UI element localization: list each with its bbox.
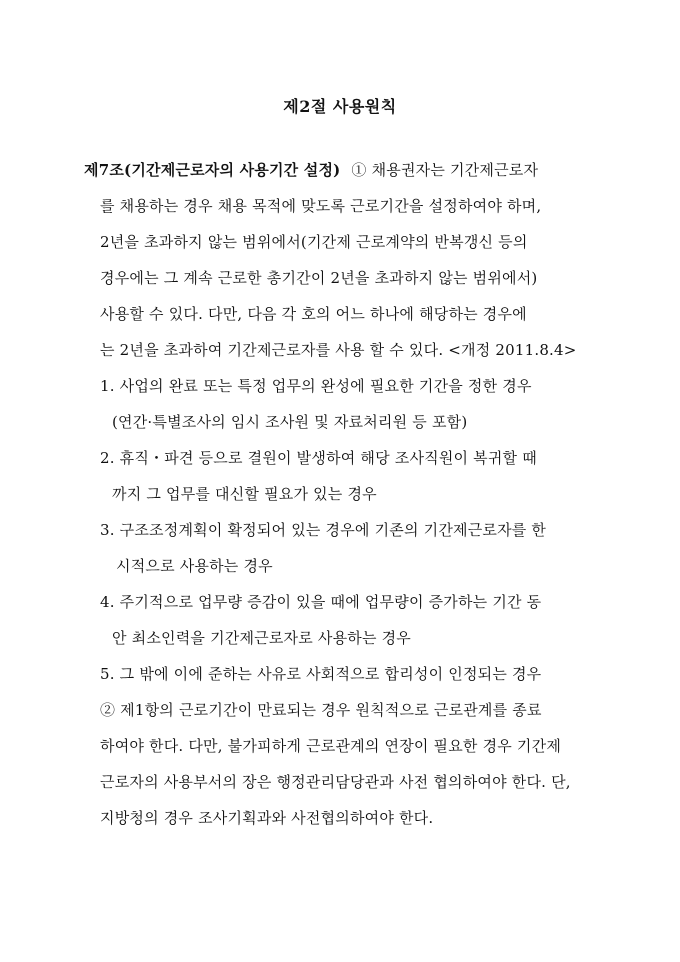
paragraph-2-line: ② 제1항의 근로기간이 만료되는 경우 원칙적으로 근로관계를 종료 [100,701,542,719]
list-item-4-continued: 안 최소인력을 기간제근로자로 사용하는 경우 [112,629,411,647]
paragraph-2-line: 지방청의 경우 조사기획과와 사전협의하여야 한다. [100,809,434,827]
paragraph-line: 사용할 수 있다. 다만, 다음 각 호의 어느 하나에 해당하는 경우에 [100,305,527,323]
list-item-4: 4. 주기적으로 업무량 증감이 있을 때에 업무량이 증가하는 기간 동 [100,593,542,611]
paragraph-2-line: 근로자의 사용부서의 장은 행정관리담당관과 사전 협의하여야 한다. 단, [100,773,571,791]
list-item-1: 1. 사업의 완료 또는 특정 업무의 완성에 필요한 기간을 정한 경우 [100,377,532,395]
paragraph-line: ① 채용권자는 기간제근로자 [351,161,539,179]
article-heading: 제7조(기간제근로자의 사용기간 설정) [84,161,341,179]
section-title: 제2절 사용원칙 [283,97,397,116]
list-item-1-continued: (연간·특별조사의 임시 조사원 및 자료처리원 등 포함) [112,413,468,431]
paragraph-line: 2년을 초과하지 않는 범위에서(기간제 근로계약의 반복갱신 등의 [100,233,528,251]
paragraph-2-line: 하여야 한다. 다만, 불가피하게 근로관계의 연장이 필요한 경우 기간제 [100,737,562,755]
list-item-2: 2. 휴직・파견 등으로 결원이 발생하여 해당 조사직원이 복귀할 때 [100,449,537,467]
paragraph-line: 를 채용하는 경우 채용 목적에 맞도록 근로기간을 설정하여야 하며, [100,197,542,215]
list-item-2-continued: 까지 그 업무를 대신할 필요가 있는 경우 [112,485,377,503]
paragraph-line: 는 2년을 초과하여 기간제근로자를 사용 할 수 있다. <개정 2011.8.4> [100,341,577,359]
article-first-line [84,160,538,180]
paragraph-line: 경우에는 그 계속 근로한 총기간이 2년을 초과하지 않는 범위에서) [100,269,538,287]
list-item-3-continued: 시적으로 사용하는 경우 [116,557,273,575]
list-item-3: 3. 구조조정계획이 확정되어 있는 경우에 기존의 기간제근로자를 한 [100,521,547,539]
list-item-5: 5. 그 밖에 이에 준하는 사유로 사회적으로 합리성이 인정되는 경우 [100,665,542,683]
